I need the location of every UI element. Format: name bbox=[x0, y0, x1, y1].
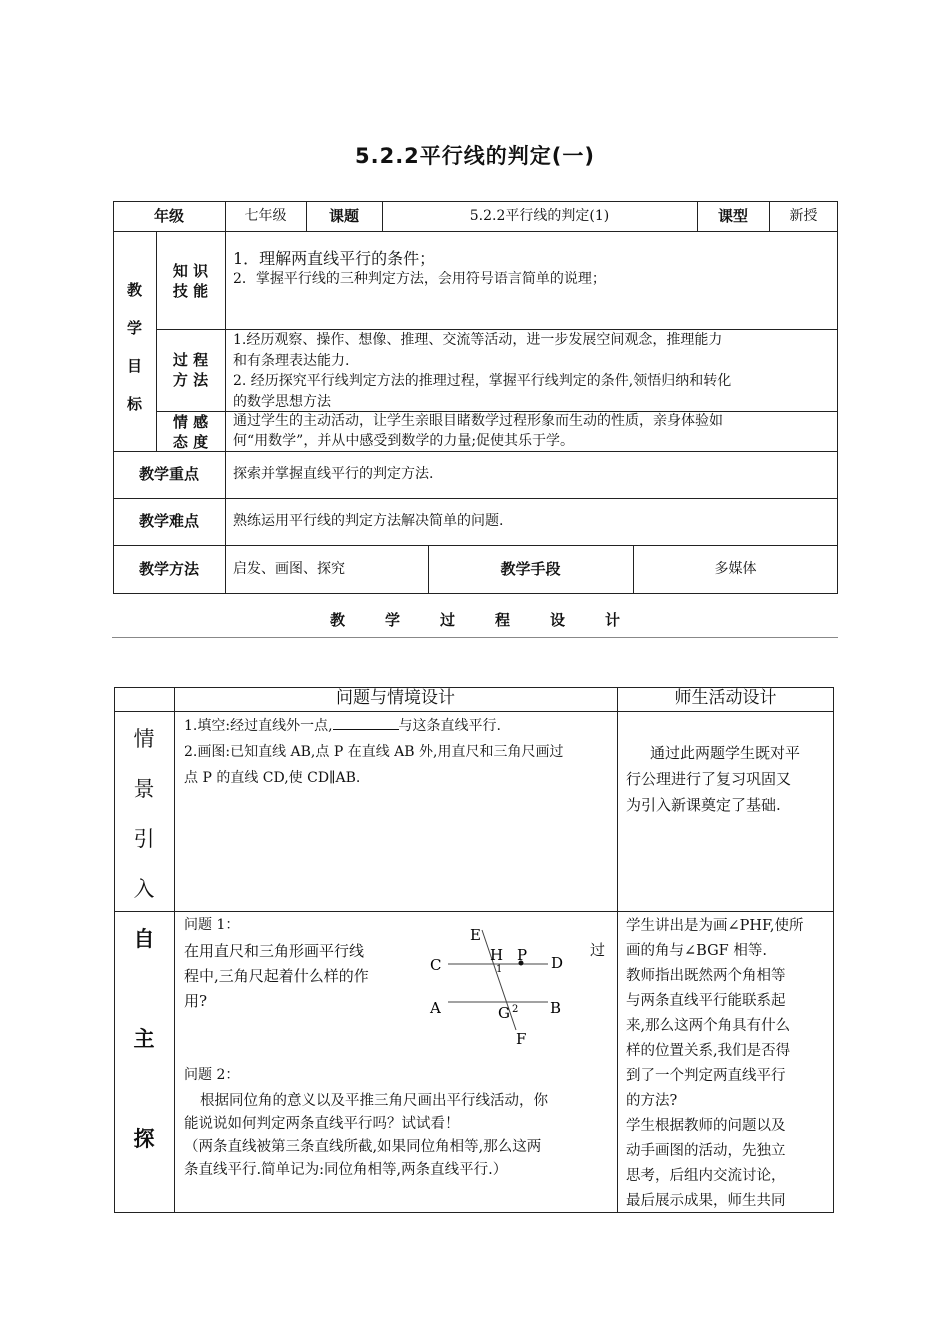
key-point-label: 教学重点 bbox=[138, 465, 199, 483]
difficulty-label: 教学难点 bbox=[138, 512, 199, 530]
difficulty-value: 熟练运用平行线的判定方法解决简单的问题. bbox=[233, 513, 504, 529]
angle-1-label: 1 bbox=[496, 964, 503, 975]
problem-2-text: 根据同位角的意义以及平推三角尺画出平行线活动，你 能说说如何判定两条直线平行吗？试试看！ （两条直线被第三条直线所截,如果同位角相等,那么这两 条直线平行.简单记为:同位角相等,两条直线平行.） bbox=[184, 1093, 548, 1178]
stage-intro-label: 情 景 引 入 bbox=[133, 727, 155, 901]
problem-2-title: 问题 2： bbox=[184, 1067, 240, 1083]
knowledge-skill-text: 1．理解两直线平行的条件； 2．掌握平行线的三种判定方法，会用符号语言简单的说理； bbox=[233, 249, 606, 287]
intro-question-2: 2.画图:已知直线 AB,点 P 在直线 AB 外,用直尺和三角尺画过 点 P 的直线 CD,使 CD∥AB. bbox=[184, 744, 564, 786]
means-label: 教学手段 bbox=[500, 560, 561, 578]
grade-value: 七年级 bbox=[244, 208, 287, 224]
label-a: A bbox=[430, 999, 441, 1017]
process-design-title: 教 学 过 程 设 计 bbox=[329, 611, 621, 629]
key-point-value: 探索并掌握直线平行的判定方法. bbox=[233, 466, 434, 482]
problem-1-title: 问题 1： bbox=[184, 917, 240, 933]
emotion-attitude-label: 情 感 态 度 bbox=[172, 413, 209, 451]
problem-1-text: 在用直尺和三角形画平行线 程中,三角尺起着什么样的作 用? bbox=[184, 942, 369, 1010]
label-f: F bbox=[516, 1030, 527, 1048]
process-method-label: 过 程 方 法 bbox=[172, 351, 209, 389]
col-activity-header: 师生活动设计 bbox=[674, 688, 777, 708]
label-c: C bbox=[430, 956, 442, 974]
explore-activity: 学生讲出是为画∠PHF,使所 画的角与∠BGF 相等. 教师指出既然两个角相等 与两条直线平行能联系起 来,那么这两个角具有什么 样的位置关系,我们是否得 到了一个判定两直线平行 的方法? 学生根据教师的问题以及 动手画图的活动，先独立 思考，后组内交流讨论， 最后展示成果，师生共同 bbox=[626, 918, 804, 1209]
page-title: 5.2.2平行线的判定(一) bbox=[355, 144, 595, 168]
intro-question-1: 1.填空:经过直线外一点, 与这条直线平行. bbox=[184, 715, 501, 737]
col-problem-header: 问题与情境设计 bbox=[336, 688, 455, 708]
teaching-goals-label: 教 学 目 标 bbox=[126, 281, 142, 413]
topic-label: 课题 bbox=[328, 207, 359, 225]
type-value: 新授 bbox=[789, 208, 818, 224]
process-method-text: 1.经历观察、操作、想像、推理、交流等活动，进一步发展空间观念，推理能力 和有条理表达能力. 2. 经历探究平行线判定方法的推理过程，掌握平行线判定的条件,领悟归纳和转化 的数学思想方法 bbox=[233, 332, 732, 410]
label-h: H bbox=[490, 946, 504, 964]
method-value: 启发、画图、探究 bbox=[233, 561, 345, 577]
emotion-attitude-text: 通过学生的主动活动，让学生亲眼目睹数学过程形象而生动的性质，亲身体验如 何“用数学”，并从中感受到数学的力量;促使其乐于学。 bbox=[233, 413, 723, 449]
means-value: 多媒体 bbox=[714, 561, 757, 577]
label-g: G bbox=[498, 1004, 510, 1022]
grade-label: 年级 bbox=[153, 207, 184, 225]
type-label: 课型 bbox=[717, 207, 748, 225]
label-e: E bbox=[470, 926, 481, 944]
method-label: 教学方法 bbox=[138, 560, 199, 578]
title-underline bbox=[112, 637, 838, 638]
problem-1-tail: 过 bbox=[590, 941, 606, 959]
angle-2-label: 2 bbox=[512, 1004, 519, 1015]
label-b: B bbox=[550, 999, 562, 1017]
stage-explore-label: 自 主 探 bbox=[133, 927, 155, 1151]
intro-activity: 通过此两题学生既对平 行公理进行了复习巩固又 为引入新课奠定了基础. bbox=[626, 744, 801, 814]
knowledge-skill-label: 知 识 技 能 bbox=[172, 262, 209, 300]
topic-value: 5.2.2平行线的判定(1) bbox=[469, 208, 610, 224]
label-d: D bbox=[551, 954, 564, 972]
label-p: P bbox=[517, 946, 528, 964]
parallel-lines-figure bbox=[420, 918, 580, 1053]
